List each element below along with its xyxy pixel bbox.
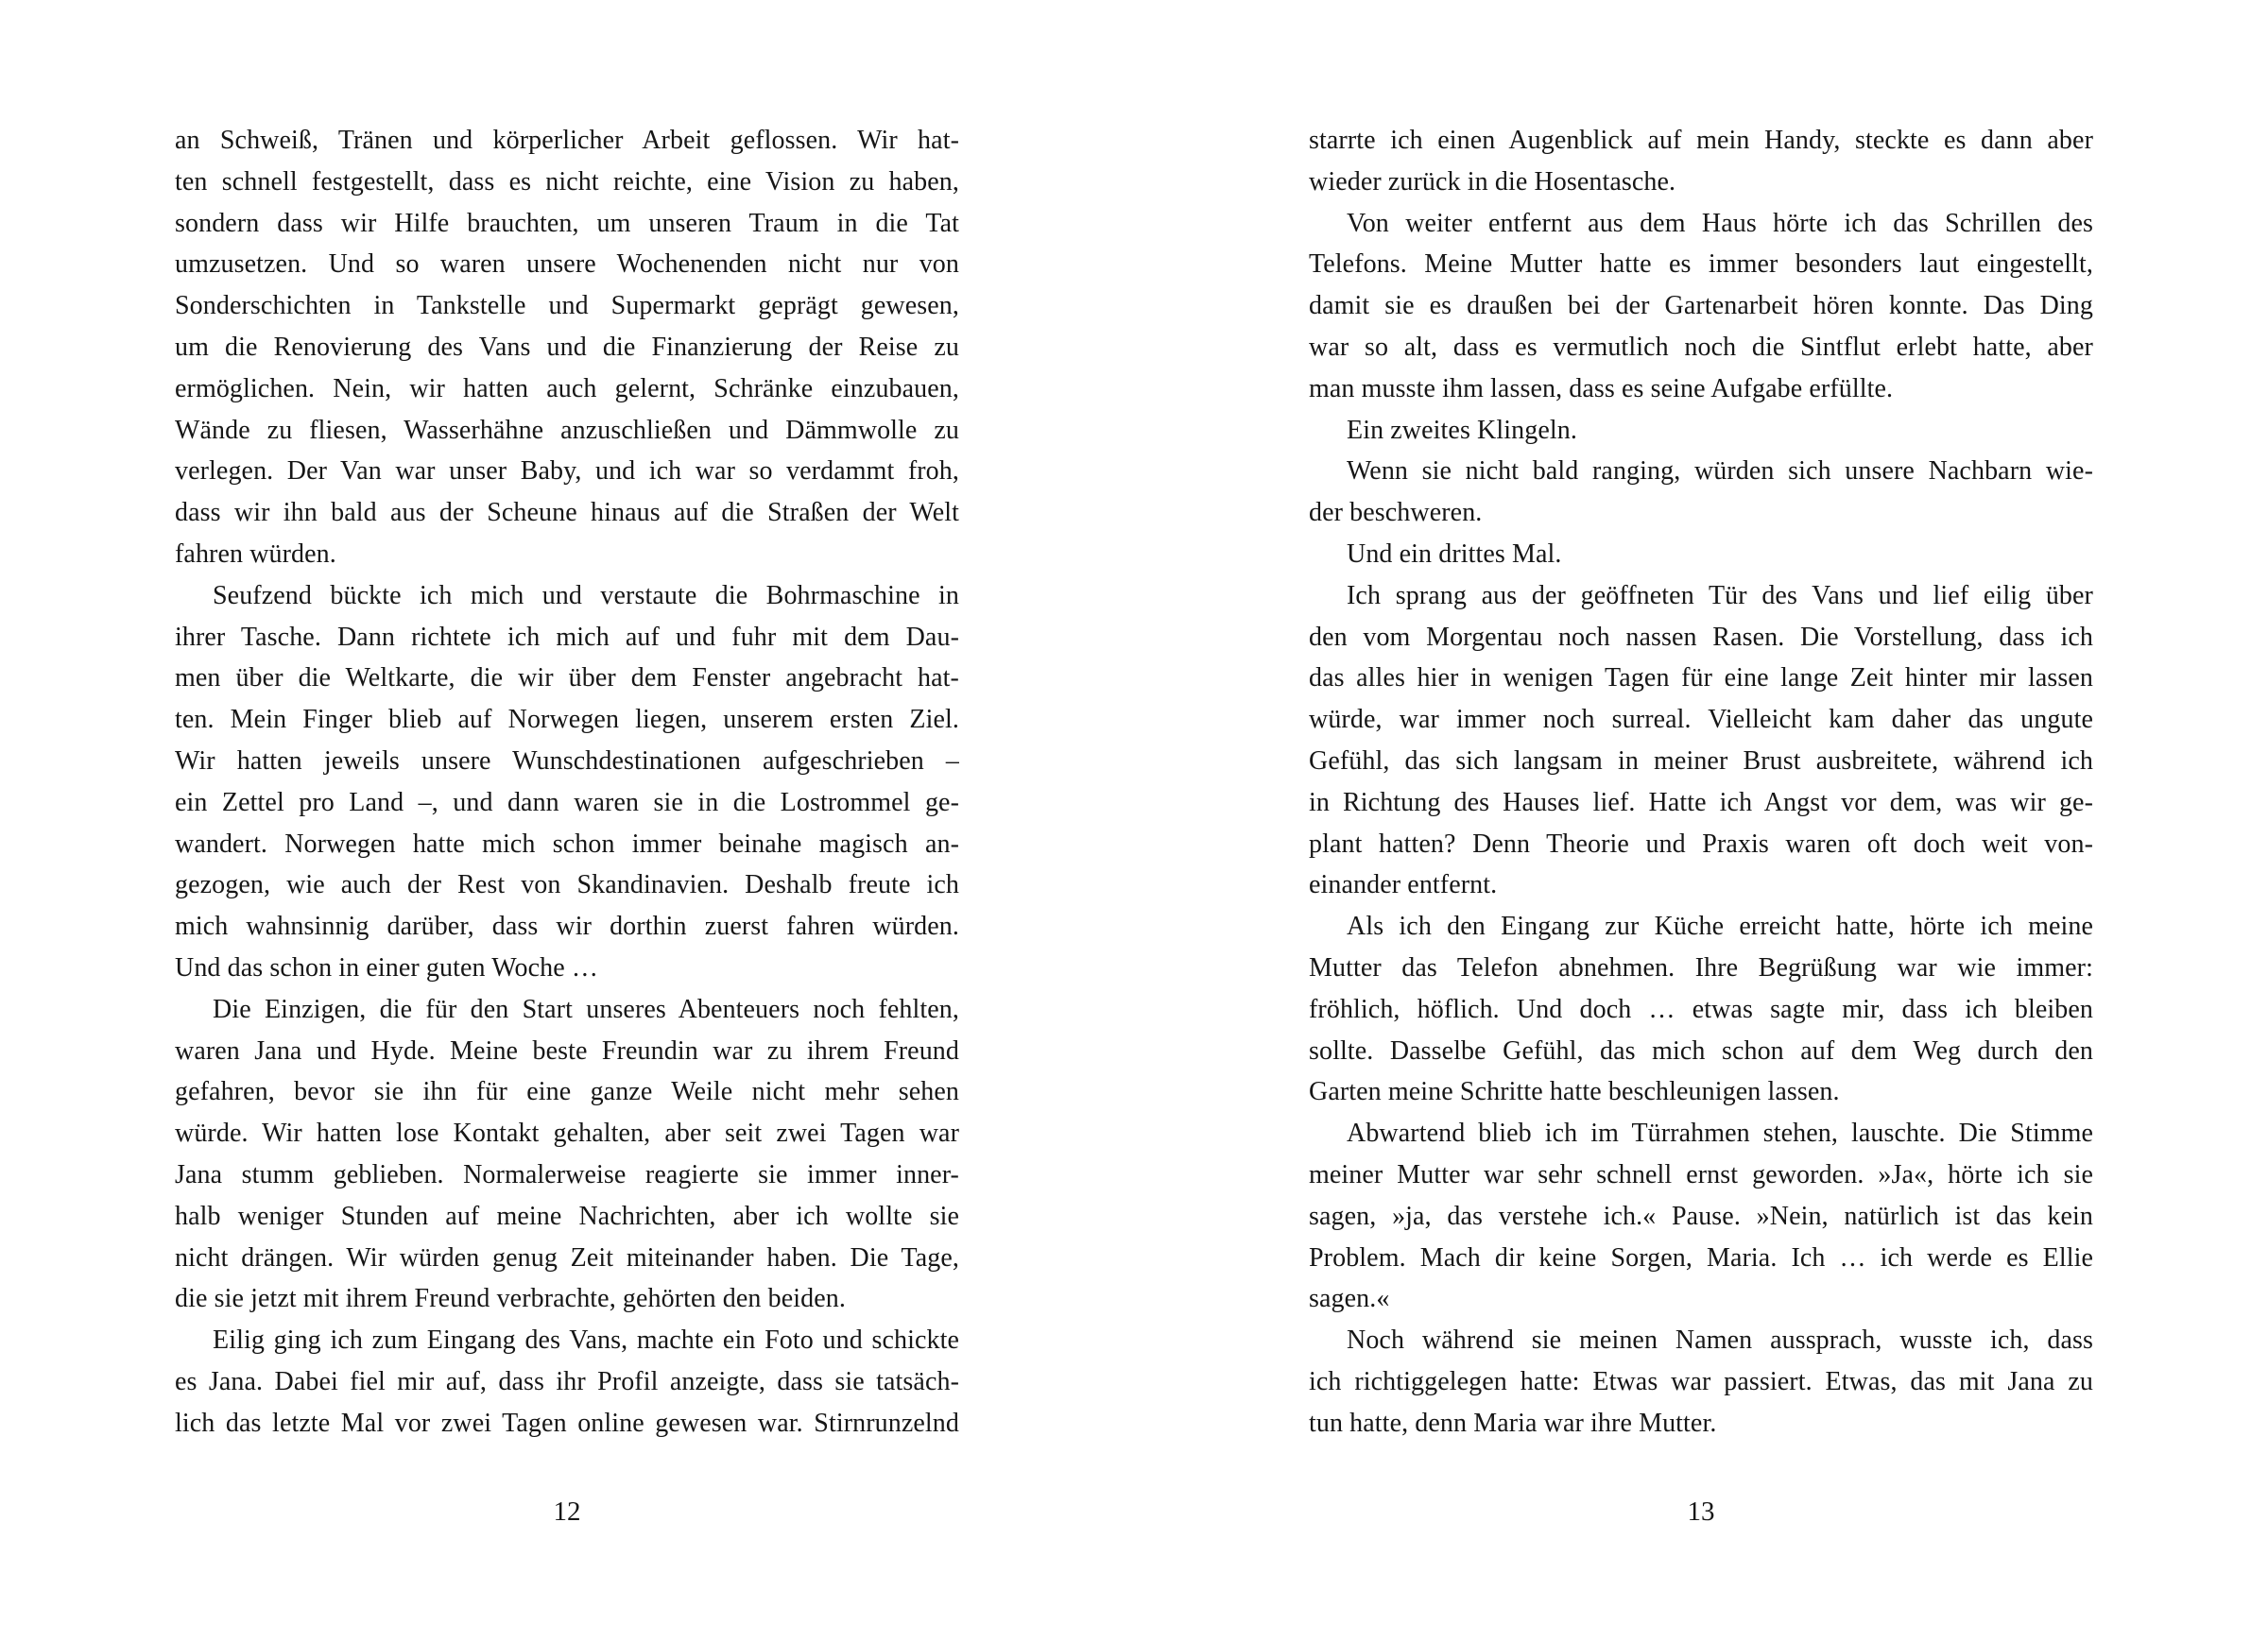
text-line: es Jana. Dabei fiel mir auf, dass ihr Profil anzeigte, dass sie tatsäch- (175, 1366, 959, 1396)
text-line: Abwartend blieb ich im Türrahmen stehen, lauschte. Die Stimme (1347, 1119, 2093, 1149)
text-line: Gefühl, das sich langsam in meiner Brust ausbreitete, während ich (1309, 745, 2093, 776)
text-line: verlegen. Der Van war unser Baby, und ich war so verdammt froh, (175, 456, 959, 487)
page-left-text-column (175, 0, 959, 1445)
text-line: lich das letzte Mal vor zwei Tagen online gewesen war. Stirnrunzelnd (175, 1408, 959, 1438)
text-line: sagen.« (1309, 1284, 1390, 1314)
text-line: Und ein drittes Mal. (1347, 539, 1562, 569)
text-line: Und das schon in einer guten Woche … (175, 952, 598, 983)
text-line: damit sie es draußen bei der Gartenarbeit hören konnte. Das Ding (1309, 291, 2093, 321)
text-line: Mutter das Telefon abnehmen. Ihre Begrüßung war wie immer: (1309, 952, 2093, 983)
text-line: würde, war immer noch surreal. Vielleicht kam daher das ungute (1309, 705, 2093, 735)
text-line: nicht drängen. Wir würden genug Zeit miteinander haben. Die Tage, (175, 1242, 959, 1273)
text-line: wieder zurück in die Hosentasche. (1309, 166, 1676, 197)
text-line: mich wahnsinnig darüber, dass wir dorthin zuerst fahren würden. (175, 912, 959, 942)
text-line: an Schweiß, Tränen und körperlicher Arbeit geflossen. Wir hat- (175, 126, 959, 155)
text-line: Die Einzigen, die für den Start unseres Abenteuers noch fehlten, (213, 994, 959, 1024)
text-line: ten. Mein Finger blieb auf Norwegen liegen, unserem ersten Ziel. (175, 705, 959, 735)
text-line: fröhlich, höflich. Und doch … etwas sagte mir, dass ich bleiben (1309, 994, 2093, 1024)
text-line: gezogen, wie auch der Rest von Skandinavien. Deshalb freute ich (175, 870, 959, 900)
page-number-left: 12 (553, 1496, 581, 1527)
text-line: Eilig ging ich zum Eingang des Vans, machte ein Foto und schickte (213, 1326, 959, 1356)
text-line: Noch während sie meinen Namen aussprach, wusste ich, dass (1347, 1326, 2093, 1356)
text-line: Von weiter entfernt aus dem Haus hörte ich das Schrillen des (1347, 208, 2093, 238)
text-line: war so alt, dass es vermutlich noch die Sintflut erlebt hatte, aber (1309, 332, 2093, 362)
text-line: ein Zettel pro Land –, und dann waren sie in die Lostrommel ge- (175, 787, 959, 817)
text-line: sondern dass wir Hilfe brauchten, um unseren Traum in die Tat (175, 208, 959, 238)
text-line: gefahren, bevor sie ihn für eine ganze Weile nicht mehr sehen (175, 1077, 959, 1107)
text-line: plant hatten? Denn Theorie und Praxis waren oft doch weit von- (1309, 829, 2093, 859)
text-line: waren Jana und Hyde. Meine beste Freundin war zu ihrem Freund (175, 1035, 959, 1066)
text-line: fahren würden. (175, 539, 336, 569)
page-right-text-column (1309, 0, 2093, 1445)
text-line: Wenn sie nicht bald ranging, würden sich unsere Nachbarn wie- (1347, 456, 2093, 487)
text-line: ermöglichen. Nein, wir hatten auch gelernt, Schränke einzubauen, (175, 373, 959, 403)
text-line: um die Renovierung des Vans und die Finanzierung der Reise zu (175, 332, 959, 362)
text-line: in Richtung des Hauses lief. Hatte ich Angst vor dem, was wir ge- (1309, 787, 2093, 817)
text-line: man musste ihm lassen, dass es seine Aufgabe erfüllte. (1309, 373, 1894, 403)
text-line: halb weniger Stunden auf meine Nachrichten, aber ich wollte sie (175, 1201, 959, 1231)
text-line: sagen, »ja, das verstehe ich.« Pause. »Nein, natürlich ist das kein (1309, 1201, 2093, 1231)
text-line: wandert. Norwegen hatte mich schon immer beinahe magisch an- (175, 829, 959, 859)
text-line: das alles hier in wenigen Tagen für eine lange Zeit hinter mir lassen (1309, 663, 2093, 693)
text-line: Wir hatten jeweils unsere Wunschdestinationen aufgeschrieben – (175, 745, 959, 776)
text-line: einander entfernt. (1309, 870, 1498, 900)
text-line: Wände zu fliesen, Wasserhähne anzuschließen und Dämmwolle zu (175, 415, 959, 445)
text-line: ich richtiggelegen hatte: Etwas war passiert. Etwas, das mit Jana zu (1309, 1366, 2093, 1396)
text-line: Ein zweites Klingeln. (1347, 415, 1577, 445)
text-line: würde. Wir hatten lose Kontakt gehalten, aber seit zwei Tagen war (175, 1119, 959, 1149)
page-number-right: 13 (1687, 1496, 1715, 1527)
text-line: der beschweren. (1309, 498, 1483, 528)
text-line: Telefons. Meine Mutter hatte es immer besonders laut eingestellt, (1309, 249, 2093, 280)
text-line: Jana stumm geblieben. Normalerweise reagierte sie immer inner- (175, 1159, 959, 1189)
text-line: Sonderschichten in Tankstelle und Supermarkt geprägt gewesen, (175, 291, 959, 321)
text-line: meiner Mutter war sehr schnell ernst geworden. »Ja«, hörte ich sie (1309, 1159, 2093, 1189)
text-line: sollte. Dasselbe Gefühl, das mich schon auf dem Weg durch den (1309, 1035, 2093, 1066)
text-line: starrte ich einen Augenblick auf mein Handy, steckte es dann aber (1309, 126, 2093, 155)
text-line: Garten meine Schritte hatte beschleunigen lassen. (1309, 1077, 1840, 1107)
text-line: Ich sprang aus der geöffneten Tür des Vans und lief eilig über (1347, 580, 2093, 610)
page-right (1134, 0, 2268, 1642)
text-line: Seufzend bückte ich mich und verstaute die Bohrmaschine in (213, 580, 959, 610)
text-line: Problem. Mach dir keine Sorgen, Maria. Ich … ich werde es Ellie (1309, 1242, 2093, 1273)
text-line: tun hatte, denn Maria war ihre Mutter. (1309, 1408, 1717, 1438)
text-line: dass wir ihn bald aus der Scheune hinaus auf die Straßen der Welt (175, 498, 959, 528)
text-line: den vom Morgentau noch nassen Rasen. Die Vorstellung, dass ich (1309, 622, 2093, 652)
text-line: ihrer Tasche. Dann richtete ich mich auf und fuhr mit dem Dau- (175, 622, 959, 652)
text-line: ten schnell festgestellt, dass es nicht reichte, eine Vision zu haben, (175, 166, 959, 197)
text-line: die sie jetzt mit ihrem Freund verbrachte, gehörten den beiden. (175, 1284, 846, 1314)
text-line: Als ich den Eingang zur Küche erreicht hatte, hörte ich meine (1347, 912, 2093, 942)
text-line: umzusetzen. Und so waren unsere Wochenenden nicht nur von (175, 249, 959, 280)
text-line: men über die Weltkarte, die wir über dem Fenster angebracht hat- (175, 663, 959, 693)
